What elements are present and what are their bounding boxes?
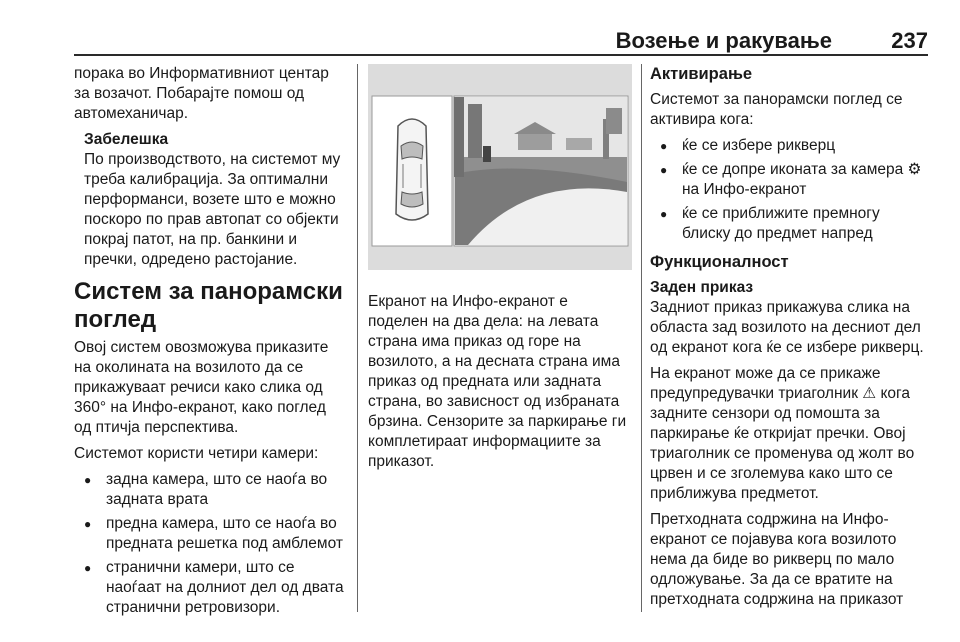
note-block bbox=[84, 130, 346, 270]
intro-paragraph: порака во Информативниот центар за возачот. Побарајте помош од автомеханичар. bbox=[74, 65, 329, 122]
activation-list bbox=[650, 136, 930, 244]
rear-view-text: Задниот приказ прикажува слика на областа зад возилото на десниот дел од екранот кога ќе се избере рикверц. bbox=[650, 299, 924, 356]
list-item: ● ќе се приближите премногу блиску до предмет напред bbox=[650, 204, 930, 244]
previous-content-text: Претходната содржина на Инфо-екранот се појавува кога возилото нема да биде во рикверц по мало одложување. За да се вратите на претходната содржина на приказот bbox=[650, 511, 904, 608]
note-title: Забелешка bbox=[84, 131, 169, 148]
camera-list bbox=[74, 470, 346, 618]
activation-intro: Системот за панорамски поглед се активира кога: bbox=[650, 91, 903, 128]
column-divider-1 bbox=[357, 64, 358, 612]
figure-caption: Екранот на Инфо-екранот е поделен на два дела: на левата страна има приказ од горе на возилото, а на десната страна има приказ од предната или задната страна, во зависност од избраната брзина. Сензорите за паркирање ги комплетираат информациите за приказот. bbox=[368, 293, 627, 470]
column-divider-2 bbox=[641, 64, 642, 612]
info-display-figure bbox=[368, 64, 632, 270]
panoramic-view-illustration bbox=[368, 64, 632, 270]
list-item: ● предна камера, што се наоѓа во предната решетка под амблемот bbox=[74, 514, 346, 554]
system-description: Овој систем овозможува приказите на околината на возилото да се прикажуваат речиси како слика од 360° на Инфо-екранот, како поглед од птичја перспектива. bbox=[74, 339, 329, 436]
column-3 bbox=[650, 64, 930, 616]
running-title: Возење и ракување bbox=[615, 28, 832, 53]
activation-title: Активирање bbox=[650, 65, 753, 83]
list-item: ● ќе се избере рикверц bbox=[650, 136, 930, 156]
cameras-intro: Системот користи четири камери: bbox=[74, 445, 319, 462]
note-text: По производството, на системот му треба калибрација. За оптимални перформанси, возете што е можно поскоро по прав автопат со објекти покрај патот, на пр. банкини и пречки, одредено растојание. bbox=[84, 151, 341, 268]
header-rule bbox=[74, 54, 928, 56]
column-2 bbox=[368, 64, 632, 472]
warning-text: На екранот може да се прикаже предупредувачки триаголник ⚠ кога задните сензори од помошта за паркирање ќе откријат пречки. Овој триаголник се променува од жолт во црвен и се зголемува како што се приближува предметот. bbox=[650, 365, 915, 502]
car-top-view-icon bbox=[396, 119, 428, 220]
functionality-title: Функционалност bbox=[650, 253, 789, 271]
column-1 bbox=[74, 64, 346, 624]
rear-view-title: Заден приказ bbox=[650, 279, 754, 296]
page-number: 237 bbox=[891, 28, 928, 53]
list-item: ● ќе се допре иконата за камера ⚙ на Инфо-екранот bbox=[650, 160, 930, 200]
camera-view-panel bbox=[454, 96, 628, 246]
list-item: ● задна камера, што се наоѓа во задната врата bbox=[74, 470, 346, 510]
page-header bbox=[74, 22, 928, 56]
section-title: Систем за панорамски поглед bbox=[74, 278, 343, 333]
list-item: ● странични камери, што се наоѓаат на долниот дел од двата странични ретровизори. bbox=[74, 558, 346, 618]
